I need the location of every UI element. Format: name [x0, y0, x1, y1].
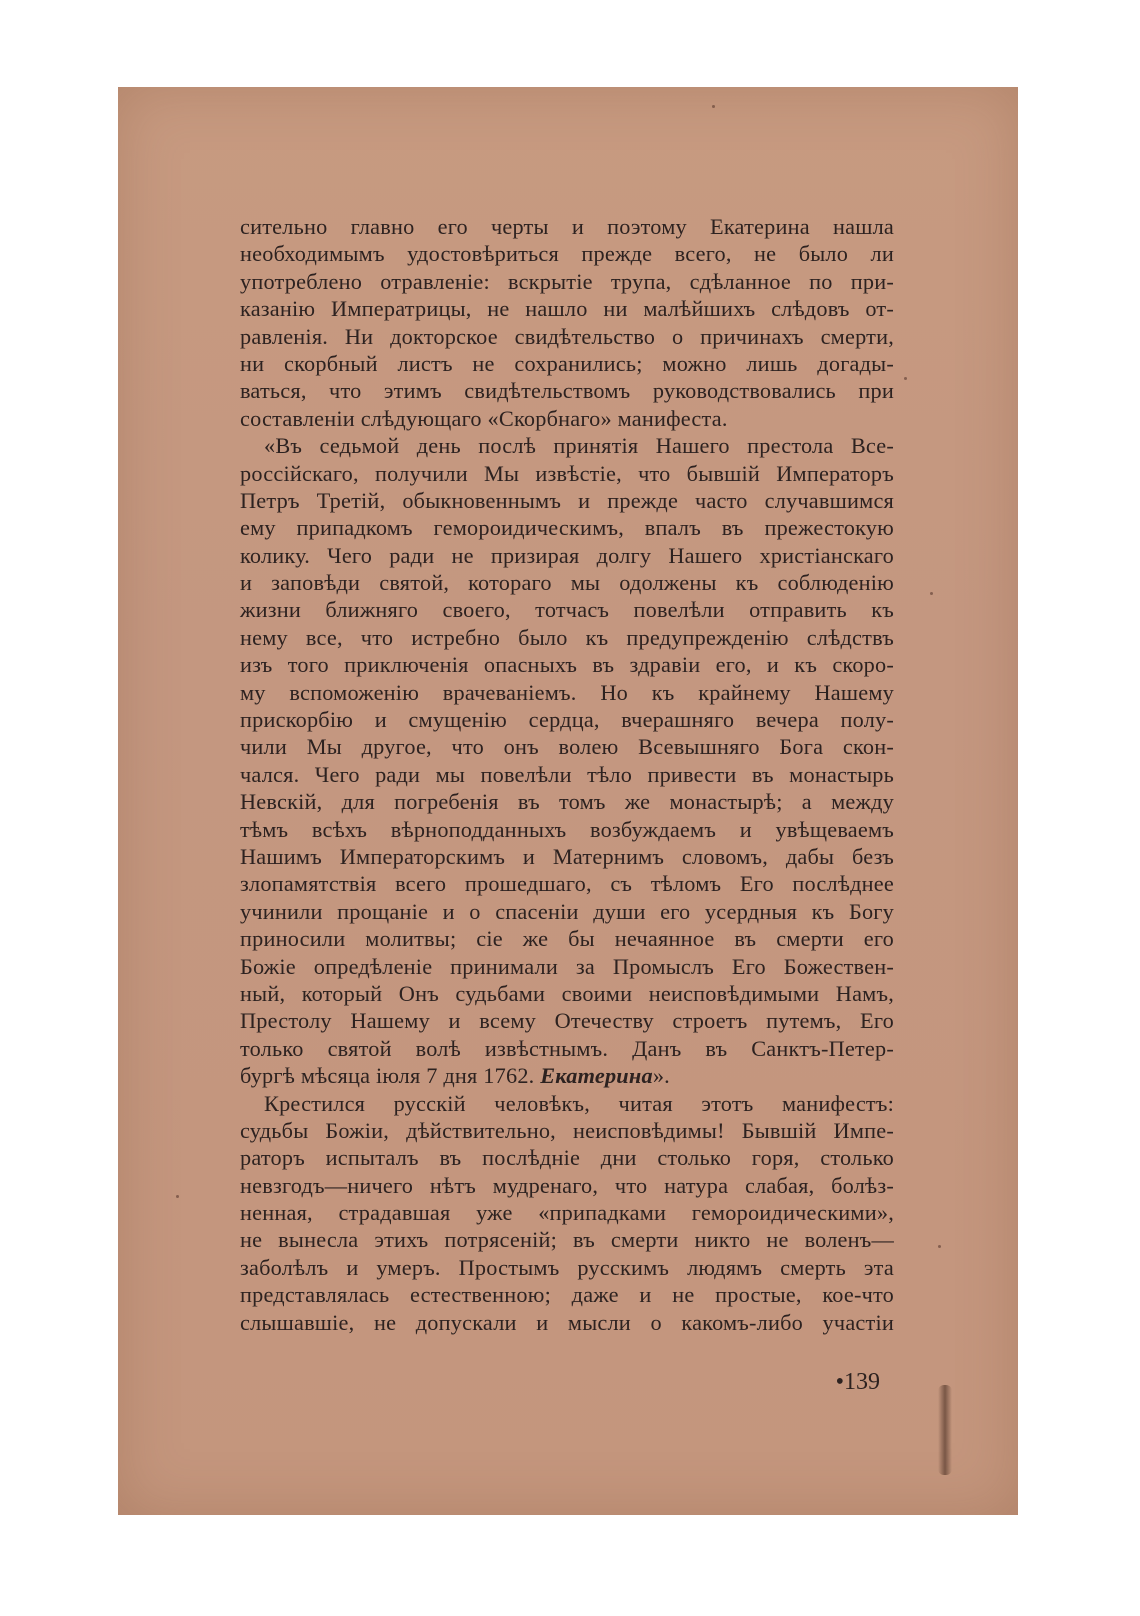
text-line: составленіи слѣдующаго «Скорбнаго» манифеста.	[240, 405, 728, 431]
text-line: заболѣлъ и умеръ. Простымъ русскимъ людямъ смерть эта	[240, 1254, 894, 1280]
text-line: жизни ближняго своего, тотчасъ повелѣли отправить къ	[240, 597, 894, 623]
text-line: тѣмъ всѣхъ вѣрноподданныхъ возбуждаемъ и увѣщеваемъ	[240, 816, 894, 842]
paragraph-commentary	[240, 1090, 894, 1337]
text-line: ему припадкомъ гемороидическимъ, впалъ въ прежестокую	[240, 515, 894, 541]
closing-quote: ».	[652, 1063, 670, 1089]
paragraph-manifesto	[240, 432, 894, 1089]
text-line: Нашимъ Императорскимъ и Матернимъ словомъ, дабы безъ	[240, 843, 894, 869]
text-line: злопамятствія всего прошедшаго, съ тѣломъ Его послѣднее	[240, 871, 894, 897]
text-line: «Въ седьмой день послѣ принятія Нашего престола Все-	[264, 433, 894, 459]
date-text: бургѣ мѣсяца іюля 7 дня 1762.	[240, 1063, 535, 1089]
text-line: приносили молитвы; сіе же бы нечаянное въ смерти его	[240, 926, 894, 952]
paragraph-intro	[240, 213, 894, 432]
text-line: россійскаго, получили Мы извѣстіе, что бывшій Императоръ	[240, 460, 894, 486]
text-line: ный, который Онъ судьбами своими неисповѣдимыми Намъ,	[240, 980, 894, 1006]
page-number-value: 139	[844, 1369, 880, 1395]
text-line: учинили прощаніе и о спасеніи души его усердныя къ Богу	[240, 898, 894, 924]
text-line: равленія. Ни докторское свидѣтельство о причинахъ смерти,	[240, 323, 894, 349]
text-line: употреблено отравленіе: вскрытіе трупа, сдѣланное по при-	[240, 268, 894, 294]
text-line: ваться, что этимъ свидѣтельствомъ руководствовались при	[240, 378, 894, 404]
text-line: казанію Императрицы, не нашло ни малѣйшихъ слѣдовъ от-	[240, 296, 894, 322]
text-line: Божіе опредѣленіе принимали за Промыслъ Его Божествен-	[240, 953, 894, 979]
text-line: ненная, страдавшая уже «припадками гемороидическими»,	[240, 1200, 894, 1226]
text-line: изъ того приключенія опасныхъ въ здравіи его, и къ скоро-	[240, 652, 894, 678]
book-page	[118, 87, 1018, 1515]
text-line: чался. Чего ради мы повелѣли тѣло привести въ монастырь	[240, 761, 894, 787]
text-line: раторъ испыталъ въ послѣдніе дни столько горя, столько	[240, 1145, 894, 1171]
text-line: и заповѣди святой, котораго мы одолжены къ соблюденію	[240, 570, 894, 596]
text-line: необходимымъ удостовѣриться прежде всего, не было ли	[240, 241, 894, 267]
text-line: Петръ Третій, обыкновеннымъ и прежде часто случавшимся	[240, 487, 894, 513]
text-line: только святой волѣ извѣстнымъ. Данъ въ Санктъ-Петер-	[240, 1035, 894, 1061]
text-line: сительно главно его черты и поэтому Екатерина нашла	[240, 214, 894, 239]
text-line: чили Мы другое, что онъ волею Всевышняго Бога скон-	[240, 734, 894, 760]
body-text	[240, 213, 894, 1336]
paper-speck	[930, 592, 933, 595]
text-line: представлялась естественною; даже и не простые, кое-что	[240, 1282, 894, 1308]
paper-speck	[176, 1195, 179, 1198]
text-line: слышавшіе, не допускали и мысли о какомъ-либо участіи	[240, 1309, 894, 1335]
text-line: Престолу Нашему и всему Отечеству строетъ путемъ, Его	[240, 1008, 894, 1034]
text-line: прискорбію и смущенію сердца, вчерашняго вечера полу-	[240, 707, 894, 733]
text-line: Невскій, для погребенія въ томъ же монастырѣ; а между	[240, 789, 894, 815]
text-line-signature	[240, 1062, 894, 1089]
text-line: судьбы Божіи, дѣйствительно, неисповѣдимы! Бывшій Импе-	[240, 1117, 894, 1143]
signature: Екатерина	[540, 1063, 653, 1089]
paper-speck	[712, 105, 715, 108]
text-line: не вынесла этихъ потрясеній; въ смерти никто не воленъ—	[240, 1227, 894, 1253]
text-line: колику. Чего ради не призирая долгу Нашего христіанскаго	[240, 542, 894, 568]
text-line: нему все, что истребно было къ предупрежденію слѣдствъ	[240, 624, 894, 650]
paper-speck	[938, 1245, 941, 1248]
page-number: •139	[835, 1369, 880, 1395]
text-line: Крестился русскій человѣкъ, читая этотъ манифестъ:	[264, 1090, 894, 1116]
text-line: му вспоможенію врачеваніемъ. Но къ крайнему Нашему	[240, 679, 894, 705]
text-line: невзгодъ—ничего нѣтъ мудренаго, что натура слабая, болѣз-	[240, 1172, 894, 1198]
paper-speck	[904, 377, 907, 380]
text-line: ни скорбный листъ не сохранились; можно лишь догады-	[240, 350, 894, 376]
